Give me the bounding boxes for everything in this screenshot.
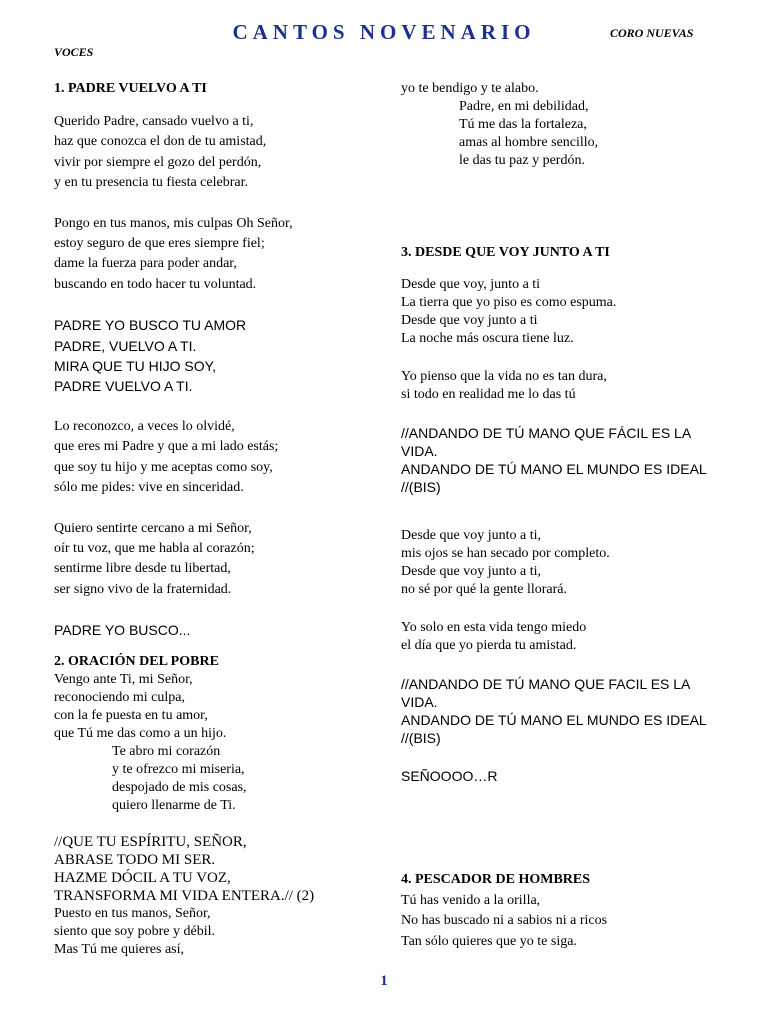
stanza	[401, 368, 731, 404]
chorus-line: HAZME DÓCIL A TU VOZ,	[54, 869, 231, 886]
lyric-line: Te abro mi corazón	[112, 743, 221, 759]
voces-label: VOCES	[54, 45, 94, 59]
stanza	[401, 527, 731, 599]
lyric-line: Pongo en tus manos, mis culpas Oh Señor,	[54, 215, 293, 231]
lyric-line: reconociendo mi culpa,	[54, 689, 186, 705]
lyric-line: buscando en todo hacer tu voluntad.	[54, 276, 257, 292]
lyric-line: Desde que voy junto a ti	[401, 313, 538, 328]
lyric-line: estoy seguro de que eres siempre fiel;	[54, 236, 265, 252]
lyric-line: dame la fuerza para poder andar,	[54, 256, 237, 272]
chorus-line: TRANSFORMA MI VIDA ENTERA.// (2)	[54, 887, 315, 904]
lyric-line: que eres mi Padre y que a mi lado estás;	[54, 439, 279, 455]
lyric-line: Desde que voy junto a ti,	[401, 564, 541, 579]
lyric-line: el día que yo pierda tu amistad.	[401, 638, 577, 653]
lyric-line: vivir por siempre el gozo del perdón,	[54, 154, 262, 170]
lyric-line: Querido Padre, cansado vuelvo a ti,	[54, 114, 254, 129]
song-heading-padre-vuelvo: 1. PADRE VUELVO A TI	[54, 81, 207, 96]
lyric-line: Puesto en tus manos, Señor,	[54, 905, 211, 921]
lyric-line: que Tú me das como a un hijo.	[54, 725, 227, 741]
lyric-line: sólo me pides: vive en sinceridad.	[54, 480, 244, 496]
lyric-line: La tierra que yo piso es como espuma.	[401, 295, 617, 310]
chorus-line: //ANDANDO DE TÚ MANO QUE FACIL ES LA VIDA.	[401, 676, 690, 710]
lyric-line: La noche más oscura tiene luz.	[401, 331, 574, 346]
stanza	[401, 80, 731, 170]
song-heading-pescador: 4. PESCADOR DE HOMBRES	[401, 872, 591, 887]
lyric-line: quiero llenarme de Ti.	[112, 797, 236, 813]
lyric-line: oír tu voz, que me habla al corazón;	[54, 540, 255, 556]
lyric-line: Desde que voy junto a ti,	[401, 528, 541, 543]
lyric-line: Yo solo en esta vida tengo miedo	[401, 620, 587, 635]
lyric-line: sentirme libre desde tu libertad,	[54, 561, 231, 577]
lyric-line: amas al hombre sencillo,	[459, 135, 599, 150]
lyric-line: Tú me das la fortaleza,	[459, 117, 587, 132]
chorus-line: ANDANDO DE TÚ MANO EL MUNDO ES IDEAL //(BIS)	[401, 461, 707, 495]
chorus	[54, 833, 384, 905]
lyric-line: Tú has venido a la orilla,	[401, 893, 541, 908]
song-ending: SEÑOOOO…R	[401, 768, 498, 784]
song-heading-oracion-pobre: 2. ORACIÓN DEL POBRE	[54, 653, 219, 669]
lyric-line: Lo reconozco, a veces lo olvidé,	[54, 418, 235, 434]
stanza	[401, 276, 731, 348]
lyric-line: Desde que voy, junto a ti	[401, 277, 541, 292]
chorus-line: //ANDANDO DE TÚ MANO QUE FÁCIL ES LA VIDA.	[401, 425, 691, 459]
lyric-line: y te ofrezco mi miseria,	[112, 761, 245, 777]
stanza	[401, 891, 731, 952]
chorus-line: PADRE YO BUSCO TU AMOR	[54, 317, 247, 334]
stanza	[54, 112, 384, 194]
chorus-reprise: PADRE YO BUSCO...	[54, 622, 191, 639]
stanza	[54, 519, 384, 601]
chorus-line: MIRA QUE TU HIJO SOY,	[54, 358, 217, 375]
chorus-line: ABRASE TODO MI SER.	[54, 851, 216, 868]
chorus-line: ANDANDO DE TÚ MANO EL MUNDO ES IDEAL //(BIS)	[401, 712, 707, 746]
lyric-line: no sé por qué la gente llorará.	[401, 582, 567, 597]
right-column	[401, 80, 731, 952]
lyric-line: con la fe puesta en tu amor,	[54, 707, 208, 723]
lyric-line: yo te bendigo y te alabo.	[401, 81, 539, 96]
lyric-line: Quiero sentirte cercano a mi Señor,	[54, 520, 252, 536]
stanza	[54, 905, 384, 959]
stanza	[54, 417, 384, 499]
lyric-line: le das tu paz y perdón.	[459, 153, 585, 168]
lyric-line: Mas Tú me quieres así,	[54, 941, 184, 957]
lyric-line: mis ojos se han secado por completo.	[401, 546, 610, 561]
lyric-line: Yo pienso que la vida no es tan dura,	[401, 369, 607, 384]
lyric-line: haz que conozca el don de tu amistad,	[54, 134, 267, 150]
lyric-line: y en tu presencia tu fiesta celebrar.	[54, 175, 248, 191]
coro-label: CORO NUEVAS	[610, 26, 694, 40]
lyric-line: Tan sólo quieres que yo te siga.	[401, 933, 577, 949]
stanza	[54, 671, 384, 815]
lyric-line: si todo en realidad me lo das tú	[401, 387, 576, 402]
lyric-line: Padre, en mi debilidad,	[459, 99, 589, 114]
stanza	[54, 214, 384, 296]
song-heading-desde-que-voy: 3. DESDE QUE VOY JUNTO A TI	[401, 245, 610, 260]
chorus-line: PADRE, VUELVO A TI.	[54, 337, 197, 354]
left-column	[54, 80, 384, 959]
lyric-line: siento que soy pobre y débil.	[54, 923, 215, 939]
lyric-line: que soy tu hijo y me aceptas como soy,	[54, 459, 273, 475]
lyric-line: Vengo ante Ti, mi Señor,	[54, 671, 193, 687]
lyric-line: ser signo vivo de la fraternidad.	[54, 581, 232, 597]
page-title: CANTOS NOVENARIO	[232, 20, 536, 44]
chorus-line: PADRE VUELVO A TI.	[54, 378, 193, 395]
stanza	[401, 619, 731, 655]
page-number: 1	[380, 973, 388, 989]
lyric-line: despojado de mis cosas,	[112, 779, 247, 795]
chorus	[401, 424, 731, 496]
chorus-line: //QUE TU ESPÍRITU, SEÑOR,	[54, 833, 247, 850]
lyric-line: No has buscado ni a sabios ni a ricos	[401, 913, 608, 929]
chorus	[54, 315, 384, 397]
chorus	[401, 675, 731, 747]
